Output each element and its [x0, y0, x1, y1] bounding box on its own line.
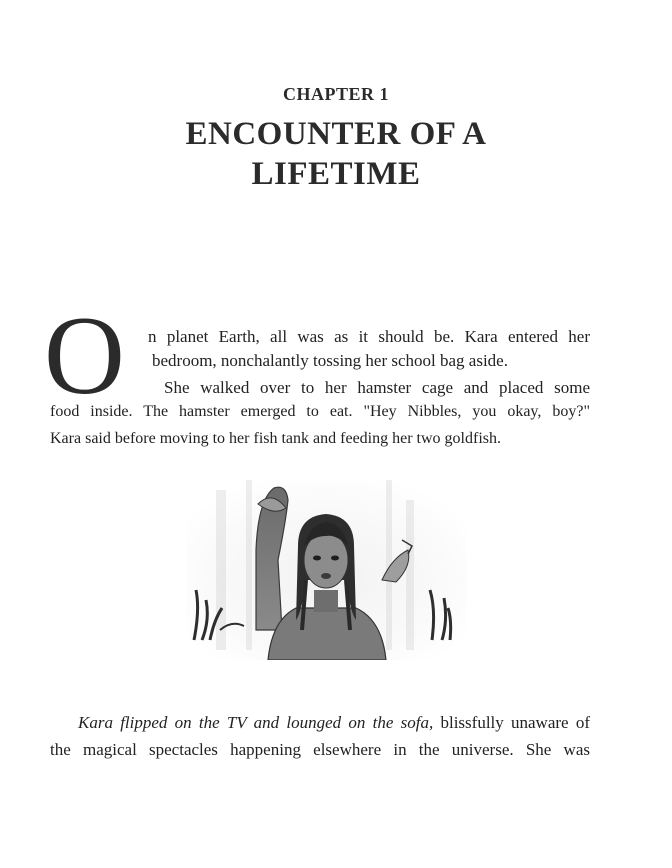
paragraph-1-line-3: She walked over to her hamster cage and placed some — [164, 378, 590, 397]
paragraph-2-line-1-rest: blissfully unaware of — [433, 713, 590, 732]
paragraph-1-line-2: bedroom, nonchalantly tossing her school bag aside. — [152, 351, 508, 370]
chapter-title-line-2: LIFETIME — [251, 156, 421, 192]
paragraph-1-line-4: food inside. The hamster emerged to eat. "Hey Nibbles, you okay, boy?" — [50, 403, 590, 420]
paragraph-2-italic-phrase: Kara flipped on the TV and lounged on the sofa, — [78, 713, 434, 732]
paragraph-2-line-1 — [78, 712, 590, 734]
chapter-number: CHAPTER 1 — [282, 84, 389, 104]
paragraph-1-line-5: Kara said before moving to her fish tank and feeding her two goldfish. — [50, 430, 501, 447]
paragraph-2-line-2: the magical spectacles happening elsewhere in the universe. She was — [50, 740, 590, 759]
chapter-title — [0, 114, 672, 194]
girl-with-fish-illustration — [186, 480, 466, 660]
chapter-title-line-1: ENCOUNTER OF A — [185, 116, 487, 152]
drop-cap: O — [44, 294, 125, 418]
paragraph-1-line-1: n planet Earth, all was as it should be. Kara entered her — [148, 327, 590, 346]
